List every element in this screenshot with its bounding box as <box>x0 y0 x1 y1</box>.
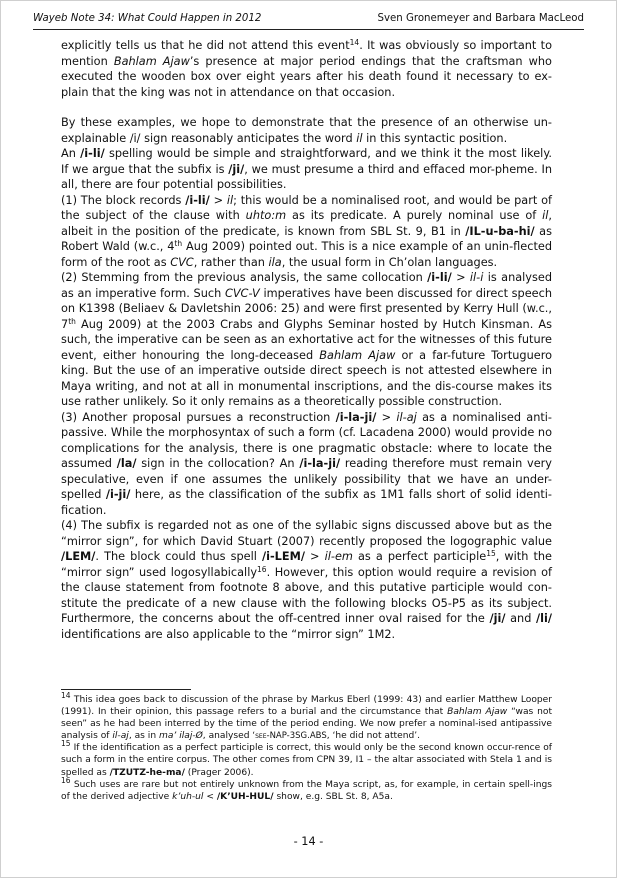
morpheme-gloss: ‘see-NAP-3SG.ABS <box>252 731 327 742</box>
header-rule <box>33 29 584 30</box>
glyph-spelling: /K’UH-HUL/ <box>216 791 274 802</box>
text: , as in <box>128 731 159 742</box>
text: This idea goes back to discussion of the phrase by Markus Eberl (1999: 43) and earlier Matthew Looper (1991). In their opinion, this passage refers to a burial and the circumstance that <box>61 695 552 718</box>
text: . However, this option would require a revision of the clause statement from footnote 8 above, and this putative participle would con-stitute the predicate of a new clause with the following blocks O5-P5 as its subject. Furthermore, the concerns about the off-centred inner oval raised for the <box>61 565 553 625</box>
glyph-spelling: /i-ji/ <box>105 488 131 501</box>
text: in this syntactic position. <box>362 131 508 145</box>
paragraph-option-4 <box>61 518 552 642</box>
text: > <box>209 193 227 207</box>
header-authors: Sven Gronemeyer and Barbara MacLeod <box>377 13 584 24</box>
text: show, e.g. SBL St. 8, A5a. <box>273 791 393 802</box>
text: (2) Stemming from the previous analysis, the same collocation <box>61 271 428 284</box>
text: (4) The subfix is regarded not as one of the syllabic signs discussed above but as the “mirror sign”, for which David Stuart (2007) recently proposed the logographic value <box>61 519 552 548</box>
text: Aug 2009) at the 2003 Crabs and Glyphs Seminar hosted by Hutch Kinsman. As such, the imperative can be seen as an exhortative act for the witnesses of this future event, either honouring the long-deceased <box>61 317 552 362</box>
text: > <box>304 550 325 563</box>
footnote-ref-14[interactable]: 14 <box>349 38 360 47</box>
text: as Robert Wald (w.c., 4 <box>61 224 552 253</box>
text: here, as the classification of the subfix as 1M1 falls short of solid identi-fication. <box>61 488 552 517</box>
text: imperatives have been discussed for direct speech on K1398 (Beliaev & Davletshin 2006: 25) and were first presented by Kerry Hull (w.c., 7 <box>61 286 553 331</box>
glyph-spelling: /i-la-ji/ <box>299 457 341 470</box>
maya-word: CVC-V <box>224 286 260 300</box>
glyph-spelling: /li/ <box>536 612 552 625</box>
paragraph-gap <box>61 100 552 115</box>
ruler-name: Bahlam Ajaw <box>319 348 396 362</box>
footnote-14 <box>61 691 553 742</box>
footnote-ref-15[interactable]: 15 <box>486 549 496 558</box>
footnote-separator <box>61 689 191 690</box>
text: and <box>505 612 536 625</box>
glyph-spelling: /i-li/ <box>427 271 452 284</box>
footnote-number: 14 <box>61 691 71 700</box>
maya-word: il <box>542 209 549 222</box>
text: identifications are also applicable to the “mirror sign” 1M2. <box>61 627 396 641</box>
text: “was not seen” as he had been interred by the time of the period ending. We now prefer a nominal-ised antipassive analysis of <box>61 707 553 742</box>
glyph-spelling: /TZUTZ-he-ma/ <box>109 767 185 778</box>
footnotes <box>61 691 553 803</box>
paragraph-option-1 <box>61 193 552 271</box>
text: (Prager 2006). <box>184 767 254 778</box>
maya-word: ila <box>268 255 282 269</box>
ruler-name: Bahlam Ajaw <box>447 707 508 718</box>
footnote-16 <box>61 775 552 803</box>
paragraph-1 <box>61 38 552 100</box>
paragraph-3 <box>61 146 552 193</box>
text: . It was obviously so important to mention <box>61 39 553 68</box>
ordinal-suffix: th <box>174 239 183 248</box>
text: or a far-future Tortuguero king. But the use of an imperative outside direct speech is not attested elsewhere in Maya writing, and not at all in monumental inscriptions, and the dis-course makes its use rather unlikely. So it only remains as a theoretically possible construction. <box>61 348 552 408</box>
text: sign in the collocation? An <box>136 457 300 470</box>
text: . The block could thus spell <box>95 550 262 563</box>
glyph-spelling: /ji/ <box>228 162 245 176</box>
maya-word: ma’ ilaj-Ø <box>158 731 203 742</box>
paragraph-option-2 <box>61 270 552 410</box>
text: , analysed <box>202 731 253 742</box>
header-journal-title: Wayeb Note 34: What Could Happen in 2012 <box>33 13 262 24</box>
text: > <box>451 271 470 284</box>
glyph-spelling: /IL-u-ba-hi/ <box>465 224 535 238</box>
text: , the usual form in Ch’olan languages. <box>281 255 498 269</box>
text: is analysed as an imperative form. Such <box>61 271 552 300</box>
footnote-ref-16[interactable]: 16 <box>257 564 267 574</box>
maya-word: il-em <box>324 550 353 563</box>
ruler-name: Bahlam Ajaw <box>113 54 190 68</box>
text: explicitly tells us that he did not attend this event <box>61 39 350 52</box>
text: Aug 2009) pointed out. This is a nice example of an unin-flected form of the root as <box>61 240 552 269</box>
text: ’s presence at major period endings that the craftsman who executed the wooden box over eight years after his death found it necessary to ex-plain that the king was not in attendance on that occasion. <box>61 54 552 99</box>
text: as its predicate. A purely nominal use of <box>286 209 543 222</box>
text: spelling would be simple and straightforward, and we think it the most likely. If we argue that the subfix is <box>61 147 552 176</box>
glyph-spelling: /la/ <box>116 457 137 470</box>
maya-word: il-aj <box>396 410 417 424</box>
text: as a nominalised anti-passive. While the morphosyntax of such a form (cf. Lacadena 2000) would provide no complications for the analysis, there is one pragmatic obstacle: where to locate the assumed <box>61 410 552 470</box>
glyph-spelling: /i-LEM/ <box>261 550 305 563</box>
text: If the identification as a perfect participle is correct, this would only be the second known occur-rence of such a form in the entire corpus. The other comes from CPN 39, I1 – the altar associated with Stela 1 and is spelled as <box>61 743 552 778</box>
footnote-15 <box>61 739 552 778</box>
paragraph-option-3 <box>61 410 552 519</box>
main-text <box>61 38 552 642</box>
text: , albeit in the position of the predicate, is known from SBL St. 9, B1 in <box>61 209 553 238</box>
maya-word: uhto:m <box>245 209 287 222</box>
text: By these examples, we hope to demonstrate that the presence of an otherwise un-explainable /i/ sign reasonably anticipates the word <box>61 116 552 145</box>
glyph-spelling: /ji/ <box>489 612 506 625</box>
running-header <box>33 13 584 24</box>
glyph-spelling: /i-li/ <box>80 147 105 160</box>
text: (3) Another proposal pursues a reconstruction <box>61 410 336 424</box>
paragraph-2 <box>61 115 552 146</box>
maya-word: il-i <box>469 271 484 284</box>
glyph-spelling: /i-li/ <box>185 193 210 207</box>
text: (1) The block records <box>61 193 186 207</box>
maya-word: il <box>356 131 363 145</box>
maya-word: il <box>226 193 234 207</box>
text: , with the “mirror sign” used logosyllabically <box>61 550 553 579</box>
glyph-spelling: /LEM/ <box>61 550 96 563</box>
footnote-number: 16 <box>61 775 71 785</box>
text: < <box>203 791 217 802</box>
text: , ‘he did not attend’. <box>326 731 421 742</box>
text: Such uses are rare but not entirely unknown from the Maya script, as, for example, in certain spell-ings of the derived adjective <box>61 779 552 802</box>
text: reading therefore must remain very speculative, even if one assumes the unlikely possibility that we have an under-spelled <box>61 457 552 501</box>
glyph-spelling: /i-la-ji/ <box>335 410 377 424</box>
maya-word: il-aj <box>112 731 129 742</box>
text: > <box>376 410 397 424</box>
maya-word: k’uh-ul <box>172 791 204 802</box>
footnote-number: 15 <box>61 739 71 749</box>
text: , rather than <box>193 255 269 269</box>
text: as a perfect participle <box>352 550 487 563</box>
page-number: - 14 - <box>293 835 324 848</box>
text: An <box>61 147 81 160</box>
maya-word: CVC <box>170 255 194 269</box>
text: ; this would be a nominalised root, and would be part of the subject of the clause with <box>61 193 552 222</box>
ordinal-suffix: th <box>68 316 76 326</box>
text: , we must presume a third and effaced mor-pheme. In all, there are four potential possibilities. <box>61 162 552 191</box>
